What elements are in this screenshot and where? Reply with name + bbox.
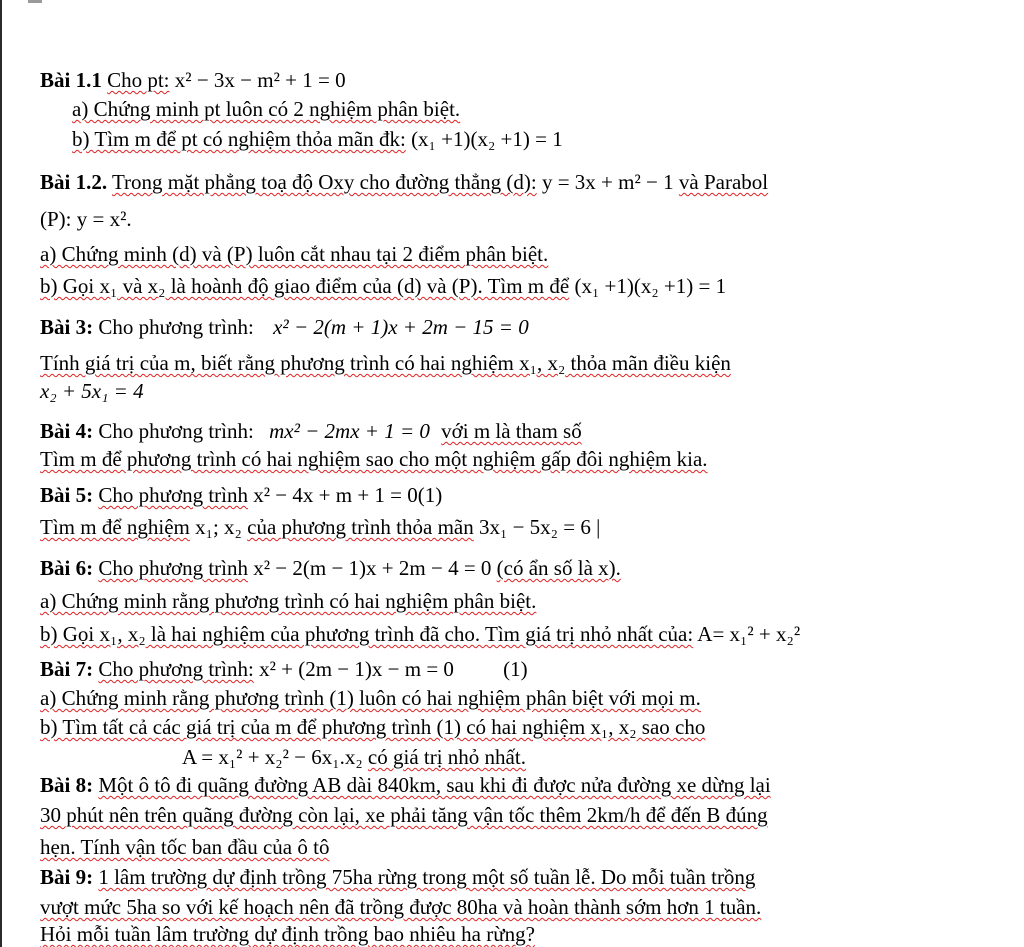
equation: x² − 3x − m² + 1 = 0 (174, 68, 346, 92)
problem-4-header (40, 418, 582, 444)
problem-text: 1 lâm trường dự định trồng 75ha rừng trong một số tuần lễ. Do mỗi tuần trồng (98, 865, 756, 889)
parabol-definition: (P): y = x². (40, 207, 132, 231)
problem-1-1-part-b (72, 126, 563, 152)
problem-title: Bài 6: (40, 556, 94, 580)
problem-intro: Cho phương trình: (98, 315, 254, 339)
problem-intro: Cho phương trình: (98, 419, 254, 443)
ruler-marker (28, 0, 42, 3)
equation: y = 3x + m² − 1 (541, 170, 674, 194)
problem-6-part-a: a) Chứng minh rằng phương trình có hai nghiệm phân biệt. (40, 589, 537, 613)
problem-title: Bài 4: (40, 419, 94, 443)
equation: x² − 2(m + 1)x + 2m − 15 = 0 (273, 315, 529, 339)
problem-tail: với m là tham số (441, 419, 582, 443)
equation: mx² − 2mx + 1 = 0 (269, 419, 430, 443)
problem-3-body: Tính giá trị của m, biết rằng phương trình có hai nghiệm x₁, x₂ thỏa mãn điều kiện (40, 351, 731, 375)
equation: (x₁ +1)(x₂ +1) = 1 (574, 274, 727, 298)
problem-7-header (40, 656, 528, 682)
problem-1-1-part-a: a) Chứng minh pt luôn có 2 nghiệm phân biệt. (72, 97, 461, 121)
problem-9-line-2: vượt mức 5ha so với kế hoạch nên đã trồng được 80ha và hoàn thành sớm hơn 1 tuần. (40, 895, 762, 919)
part-b-text: b) Gọi x₁, x₂ là hai nghiệm của phương trình đã cho. Tìm giá trị nhỏ nhất của: (40, 622, 694, 646)
problem-7-formula (182, 744, 526, 770)
body-text: của phương trình thỏa mãn (247, 515, 474, 539)
part-b-text: b) Gọi x₁ và x₂ là hoành độ giao điểm của (d) và (P). Tìm m để (40, 274, 570, 298)
equation-tag: (1) (503, 657, 528, 681)
part-b-text: b) Tìm m để pt có nghiệm thỏa mãn đk: (72, 127, 406, 151)
problem-9-line-1 (40, 864, 755, 890)
problem-title: Bài 7: (40, 657, 94, 681)
problem-intro: Trong mặt phẳng toạ độ Oxy cho đường thẳng (d): (111, 170, 537, 194)
problem-3-condition: x₂ + 5x₁ = 4 (40, 379, 144, 403)
problem-8-line-2: 30 phút nên trên quãng đường còn lại, xe phải tăng vận tốc thêm 2km/h để đến B đúng (40, 803, 768, 827)
problem-title: Bài 3: (40, 315, 94, 339)
problem-title: Bài 5: (40, 483, 94, 507)
page-edge (0, 0, 2, 947)
equation: (x₁ +1)(x₂ +1) = 1 (411, 127, 563, 151)
problem-1-1-header (40, 67, 346, 93)
problem-5-header (40, 482, 442, 508)
problem-5-body (40, 514, 600, 540)
problem-1-2-part-a: a) Chứng minh (d) và (P) luôn cắt nhau tại 2 điểm phân biệt. (40, 242, 549, 266)
problem-title: Bài 9: (40, 865, 94, 889)
problem-title: Bài 1.1 (40, 68, 102, 92)
equation: 3x₁ − 5x₂ = 6 | (479, 515, 601, 539)
equation: x² + (2m − 1)x − m = 0 (259, 657, 454, 681)
problem-1-2-header (40, 169, 768, 195)
problem-text: Một ô tô đi quãng đường AB dài 840km, sau khi đi được nửa đường xe dừng lại (98, 773, 771, 797)
equation: A = x₁² + x₂² − 6x₁.x₂ (182, 745, 363, 769)
problem-tail: (có ẩn số là x). (496, 556, 621, 580)
problem-7-part-b: b) Tìm tất cả các giá trị của m để phương trình (1) có hai nghiệm x₁, x₂ sao cho (40, 715, 706, 739)
formula-tail: có giá trị nhỏ nhất. (367, 745, 526, 769)
problem-intro: Cho phương trình: (98, 657, 254, 681)
problem-8-line-1 (40, 772, 771, 798)
problem-3-header (40, 314, 529, 340)
problem-title: Bài 8: (40, 773, 94, 797)
problem-intro: Cho phương trình (98, 483, 248, 507)
body-text: Tìm m để nghiệm (40, 515, 190, 539)
problem-title: Bài 1.2. (40, 170, 108, 194)
equation: x² − 4x + m + 1 = 0(1) (253, 483, 443, 507)
equation: x² − 2(m − 1)x + 2m − 4 = 0 (253, 556, 492, 580)
problem-6-header (40, 555, 621, 581)
problem-1-2-part-b (40, 273, 726, 299)
problem-4-body: Tìm m để phương trình có hai nghiệm sao cho một nghiệm gấp đôi nghiệm kia. (40, 447, 708, 471)
problem-8-line-3: hẹn. Tính vận tốc ban đầu của ô tô (40, 835, 330, 859)
problem-6-part-b (40, 621, 800, 647)
problem-tail: và Parabol (678, 170, 769, 194)
problem-9-line-3: Hỏi mỗi tuần lâm trường dự định trồng bao nhiêu ha rừng? (40, 922, 535, 946)
problem-intro: Cho pt: (107, 68, 170, 92)
problem-7-part-a: a) Chứng minh rằng phương trình (1) luôn có hai nghiệm phân biệt với mọi m. (40, 686, 701, 710)
equation: A= x₁² + x₂² (697, 622, 801, 646)
problem-intro: Cho phương trình (98, 556, 248, 580)
variables: x₁; x₂ (195, 515, 242, 539)
